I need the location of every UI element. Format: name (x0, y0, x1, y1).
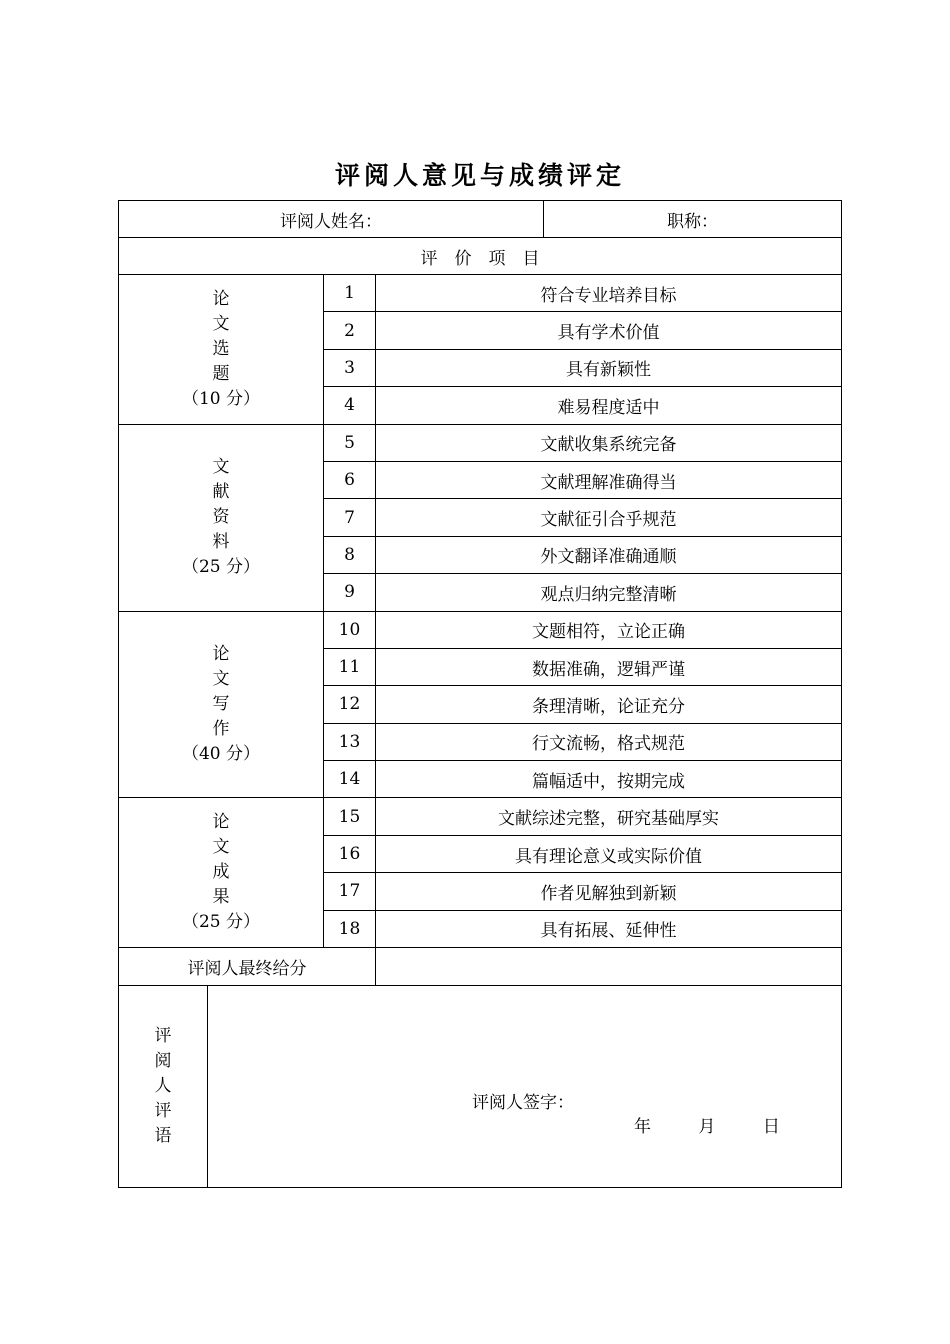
group-char: 选 (212, 338, 230, 359)
item-number: 7 (324, 499, 376, 536)
item-number: 3 (324, 349, 376, 386)
group-char: 资 (212, 507, 230, 528)
item-text: 观点归纳完整清晰 (376, 574, 842, 611)
group-score: （25 分） (181, 557, 261, 578)
item-text: 条理清晰，论证充分 (376, 686, 842, 723)
group-label (119, 275, 324, 425)
item-row (119, 424, 842, 461)
item-number: 4 (324, 387, 376, 424)
item-number: 2 (324, 312, 376, 349)
group-char: 题 (212, 363, 230, 384)
group-char: 文 (212, 457, 230, 478)
group-label (119, 611, 324, 798)
item-number: 9 (324, 574, 376, 611)
item-text: 文献收集系统完备 (376, 424, 842, 461)
item-row (119, 798, 842, 835)
item-text: 具有新颖性 (376, 349, 842, 386)
item-text: 作者见解独到新颖 (376, 873, 842, 910)
comments-label-char: 阅 (154, 1051, 172, 1072)
day-label: 日 (762, 1117, 780, 1137)
item-number: 5 (324, 424, 376, 461)
item-number: 16 (324, 835, 376, 872)
job-title-field[interactable] (544, 201, 842, 238)
item-text: 行文流畅，格式规范 (376, 723, 842, 760)
group-char: 料 (212, 532, 230, 553)
item-number: 8 (324, 536, 376, 573)
reviewer-name-field[interactable] (119, 201, 544, 238)
comments-label-char: 人 (154, 1076, 172, 1097)
month-label: 月 (698, 1117, 716, 1137)
group-char: 献 (212, 482, 230, 503)
item-text: 符合专业培养目标 (376, 275, 842, 312)
item-text: 文献综述完整，研究基础厚实 (376, 798, 842, 835)
final-score-field[interactable] (376, 948, 842, 986)
job-title-label: 职称： (667, 211, 718, 232)
group-char: 论 (212, 288, 230, 309)
comments-label (119, 986, 208, 1188)
item-number: 17 (324, 873, 376, 910)
item-text: 文题相符，立论正确 (376, 611, 842, 648)
comments-label-char: 语 (154, 1126, 172, 1147)
group-score: （40 分） (181, 743, 261, 764)
comments-label-char: 评 (154, 1101, 172, 1122)
item-text: 难易程度适中 (376, 387, 842, 424)
item-number: 14 (324, 761, 376, 798)
item-number: 11 (324, 648, 376, 685)
item-text: 具有学术价值 (376, 312, 842, 349)
group-char: 文 (212, 313, 230, 334)
group-char: 写 (212, 693, 230, 714)
group-label (119, 798, 324, 948)
year-label: 年 (634, 1117, 651, 1137)
item-number: 13 (324, 723, 376, 760)
group-char: 成 (212, 862, 230, 883)
item-number: 12 (324, 686, 376, 723)
group-score: （25 分） (181, 912, 261, 933)
evaluation-table (118, 200, 842, 1188)
group-char: 论 (212, 812, 230, 833)
reviewer-name-label: 评阅人姓名： (280, 211, 382, 232)
eval-header: 评 价 项 目 (119, 238, 842, 275)
item-number: 18 (324, 910, 376, 947)
signature-label: 评阅人签字： (472, 1093, 574, 1113)
comments-label-char: 评 (154, 1026, 172, 1047)
page-title: 评阅人意见与成绩评定 (334, 161, 625, 190)
group-score: （10 分） (181, 388, 261, 409)
item-row (119, 275, 842, 312)
item-text: 数据准确，逻辑严谨 (376, 648, 842, 685)
item-number: 10 (324, 611, 376, 648)
group-char: 文 (212, 837, 230, 858)
group-char: 果 (212, 887, 230, 908)
group-char: 文 (212, 668, 230, 689)
item-number: 15 (324, 798, 376, 835)
item-text: 具有理论意义或实际价值 (376, 835, 842, 872)
item-row (119, 611, 842, 648)
item-text: 篇幅适中，按期完成 (376, 761, 842, 798)
date-line (634, 1112, 780, 1137)
group-label (119, 424, 324, 611)
group-char: 论 (212, 643, 230, 664)
item-text: 文献理解准确得当 (376, 461, 842, 498)
item-number: 6 (324, 461, 376, 498)
item-text: 外文翻译准确通顺 (376, 536, 842, 573)
item-text: 具有拓展、延伸性 (376, 910, 842, 947)
item-text: 文献征引合乎规范 (376, 499, 842, 536)
final-score-label: 评阅人最终给分 (119, 948, 376, 986)
item-number: 1 (324, 275, 376, 312)
comments-field[interactable] (208, 986, 842, 1188)
group-char: 作 (212, 718, 230, 739)
